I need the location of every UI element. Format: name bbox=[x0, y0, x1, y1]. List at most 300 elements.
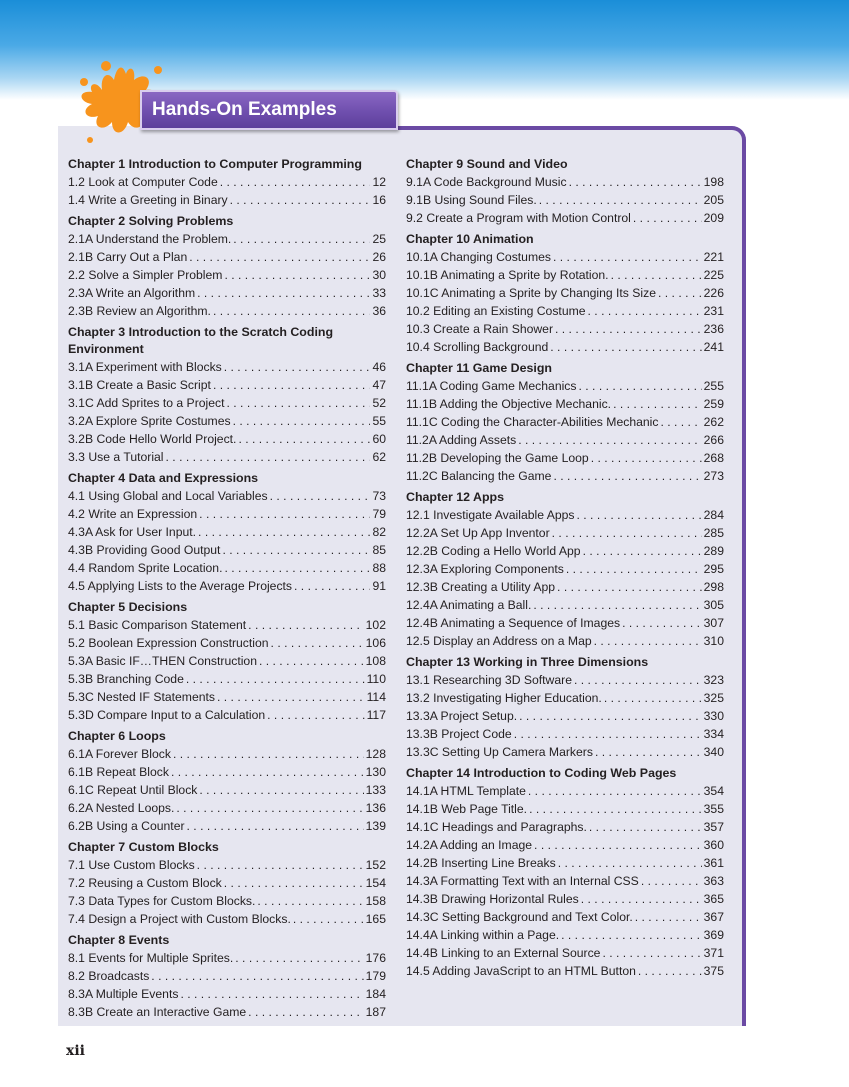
toc-entry-page: 198 bbox=[703, 175, 724, 189]
toc-entry-label: 12.2B Coding a Hello World App bbox=[406, 544, 581, 558]
toc-entry[interactable] bbox=[68, 949, 386, 967]
toc-entry[interactable] bbox=[68, 799, 386, 817]
toc-entry-label: 2.1B Carry Out a Plan bbox=[68, 250, 188, 264]
toc-entry-page: 60 bbox=[372, 432, 386, 446]
toc-entry-page: 310 bbox=[703, 634, 724, 648]
toc-entry-page: 298 bbox=[703, 580, 724, 594]
toc-entry[interactable] bbox=[68, 191, 386, 209]
toc-entry-page: 158 bbox=[365, 894, 386, 908]
toc-entry[interactable] bbox=[68, 910, 386, 928]
toc-entry[interactable] bbox=[68, 1003, 386, 1021]
toc-entry[interactable] bbox=[68, 541, 386, 559]
chapter-title: Chapter 11 Game Design bbox=[406, 361, 552, 375]
toc-entry-label: 1.4 Write a Greeting in Binary bbox=[68, 193, 228, 207]
dot-leader bbox=[213, 302, 371, 320]
toc-entry-page: 187 bbox=[365, 1005, 386, 1019]
toc-entry-label: 7.4 Design a Project with Custom Blocks. bbox=[68, 912, 291, 926]
toc-entry-page: 79 bbox=[372, 507, 386, 521]
dot-leader bbox=[594, 632, 702, 650]
toc-entry-label: 3.1B Create a Basic Script bbox=[68, 378, 211, 392]
dot-leader bbox=[534, 836, 702, 854]
toc-entry-label: 11.2A Adding Assets bbox=[406, 433, 517, 447]
toc-entry[interactable] bbox=[406, 800, 724, 818]
dot-leader bbox=[553, 467, 701, 485]
toc-entry-label: 2.3B Review an Algorithm. bbox=[68, 304, 211, 318]
toc-entry-page: 139 bbox=[365, 819, 386, 833]
toc-entry-label: 14.2A Adding an Image bbox=[406, 838, 533, 852]
dot-leader bbox=[227, 394, 371, 412]
toc-entry[interactable] bbox=[406, 782, 724, 800]
dot-leader bbox=[270, 487, 371, 505]
toc-entry-page: 289 bbox=[703, 544, 724, 558]
toc-entry-page: 184 bbox=[365, 987, 386, 1001]
dot-leader bbox=[230, 191, 371, 209]
toc-entry[interactable] bbox=[68, 230, 386, 248]
toc-entry-page: 91 bbox=[372, 579, 386, 593]
dot-leader bbox=[224, 358, 371, 376]
dot-leader bbox=[577, 506, 702, 524]
toc-entry[interactable] bbox=[68, 284, 386, 302]
toc-entry[interactable] bbox=[406, 338, 724, 356]
toc-entry-page: 371 bbox=[703, 946, 724, 960]
dot-leader bbox=[557, 578, 702, 596]
toc-entry-label: 14.3A Formatting Text with an Internal CSS bbox=[406, 874, 639, 888]
toc-entry-label: 4.2 Write an Expression bbox=[68, 507, 198, 521]
toc-entry-page: 221 bbox=[703, 250, 724, 264]
toc-entry[interactable] bbox=[68, 394, 386, 412]
toc-entry-label: 10.3 Create a Rain Shower bbox=[406, 322, 554, 336]
toc-entry[interactable] bbox=[406, 944, 724, 962]
toc-entry[interactable] bbox=[68, 856, 386, 874]
toc-entry[interactable] bbox=[68, 706, 386, 724]
toc-entry-label: 13.3C Setting Up Camera Markers bbox=[406, 745, 593, 759]
dot-leader bbox=[660, 413, 701, 431]
toc-entry[interactable] bbox=[406, 671, 724, 689]
dot-leader bbox=[588, 302, 702, 320]
toc-entry-label: 4.3A Ask for User Input. bbox=[68, 525, 197, 539]
toc-entry[interactable] bbox=[406, 320, 724, 338]
chapter-title: Chapter 9 Sound and Video bbox=[406, 157, 568, 171]
toc-entry[interactable] bbox=[406, 596, 724, 614]
toc-entry[interactable] bbox=[68, 173, 386, 191]
toc-entry-label: 13.1 Researching 3D Software bbox=[406, 673, 572, 687]
toc-entry-page: 367 bbox=[703, 910, 724, 924]
dot-leader bbox=[658, 284, 702, 302]
toc-entry-page: 262 bbox=[703, 415, 724, 429]
toc-entry-label: 10.1C Animating a Sprite by Changing Its Size bbox=[406, 286, 656, 300]
dot-leader bbox=[574, 671, 702, 689]
toc-entry-page: 46 bbox=[372, 360, 386, 374]
toc-entry-label: 11.2C Balancing the Game bbox=[406, 469, 552, 483]
toc-entry-label: 8.3A Multiple Events bbox=[68, 987, 179, 1001]
toc-entry-page: 108 bbox=[365, 654, 386, 668]
toc-entry-label: 10.4 Scrolling Background bbox=[406, 340, 549, 354]
dot-leader bbox=[638, 962, 702, 980]
dot-leader bbox=[591, 449, 702, 467]
dot-leader bbox=[233, 412, 371, 430]
dot-leader bbox=[220, 173, 371, 191]
toc-entry-page: 36 bbox=[372, 304, 386, 318]
right-toc-column bbox=[406, 156, 724, 980]
toc-entry-label: 6.2B Using a Counter bbox=[68, 819, 185, 833]
toc-entry-page: 12 bbox=[372, 175, 386, 189]
dot-leader bbox=[176, 799, 363, 817]
toc-entry[interactable] bbox=[68, 505, 386, 523]
toc-entry[interactable] bbox=[68, 559, 386, 577]
toc-entry[interactable] bbox=[406, 689, 724, 707]
toc-entry-label: 3.3 Use a Tutorial bbox=[68, 450, 164, 464]
toc-entry-label: 11.1B Adding the Objective Mechanic. bbox=[406, 397, 612, 411]
toc-entry-page: 26 bbox=[372, 250, 386, 264]
dot-leader bbox=[553, 248, 702, 266]
toc-entry-label: 12.3B Creating a Utility App bbox=[406, 580, 556, 594]
toc-entry-page: 330 bbox=[703, 709, 724, 723]
panel-top-border bbox=[390, 126, 732, 130]
toc-entry-label: 10.1B Animating a Sprite by Rotation. bbox=[406, 268, 609, 282]
dot-leader bbox=[197, 284, 370, 302]
chapter-title: Chapter 5 Decisions bbox=[68, 600, 188, 614]
toc-entry-page: 106 bbox=[365, 636, 386, 650]
toc-entry-page: 179 bbox=[365, 969, 386, 983]
toc-entry[interactable] bbox=[406, 872, 724, 890]
dot-leader bbox=[519, 707, 702, 725]
toc-entry[interactable] bbox=[68, 523, 386, 541]
toc-entry-page: 25 bbox=[372, 232, 386, 246]
toc-entry-page: 55 bbox=[372, 414, 386, 428]
dot-leader bbox=[171, 763, 364, 781]
toc-entry[interactable] bbox=[68, 745, 386, 763]
toc-entry-label: 14.3B Drawing Horizontal Rules bbox=[406, 892, 579, 906]
dot-leader bbox=[166, 448, 371, 466]
toc-entry-page: 363 bbox=[703, 874, 724, 888]
toc-entry[interactable] bbox=[406, 524, 724, 542]
toc-entry[interactable] bbox=[68, 967, 386, 985]
dot-leader bbox=[257, 892, 363, 910]
chapter-title: Chapter 14 Introduction to Coding Web Pages bbox=[406, 766, 677, 780]
toc-entry[interactable] bbox=[68, 487, 386, 505]
toc-entry[interactable] bbox=[68, 817, 386, 835]
toc-entry-page: 375 bbox=[703, 964, 724, 978]
toc-entry-page: 205 bbox=[703, 193, 724, 207]
toc-entry-label: 6.1B Repeat Block bbox=[68, 765, 169, 779]
toc-entry[interactable] bbox=[68, 892, 386, 910]
toc-entry-page: 82 bbox=[372, 525, 386, 539]
toc-entry-page: 52 bbox=[372, 396, 386, 410]
toc-entry-page: 334 bbox=[703, 727, 724, 741]
toc-entry[interactable] bbox=[406, 395, 724, 413]
toc-entry[interactable] bbox=[68, 763, 386, 781]
toc-entry[interactable] bbox=[406, 854, 724, 872]
toc-entry-label: 5.2 Boolean Expression Construction bbox=[68, 636, 269, 650]
toc-entry-page: 231 bbox=[703, 304, 724, 318]
chapter-title: Chapter 6 Loops bbox=[68, 729, 166, 743]
toc-entry[interactable] bbox=[406, 926, 724, 944]
dot-leader bbox=[233, 230, 370, 248]
toc-entry-page: 307 bbox=[703, 616, 724, 630]
toc-entry-page: 325 bbox=[703, 691, 724, 705]
toc-entry-page: 30 bbox=[372, 268, 386, 282]
chapter-title: Chapter 1 Introduction to Computer Programming bbox=[68, 157, 362, 171]
toc-entry-label: 14.5 Adding JavaScript to an HTML Button bbox=[406, 964, 636, 978]
banner-title: Hands-On Examples bbox=[152, 99, 337, 120]
toc-entry-label: 8.2 Broadcasts bbox=[68, 969, 150, 983]
toc-entry-label: 9.1A Code Background Music bbox=[406, 175, 567, 189]
toc-entry-page: 226 bbox=[703, 286, 724, 300]
toc-entry[interactable] bbox=[406, 725, 724, 743]
dot-leader bbox=[187, 817, 364, 835]
toc-entry-page: 117 bbox=[366, 708, 386, 722]
dot-leader bbox=[552, 524, 702, 542]
toc-entry-page: 102 bbox=[365, 618, 386, 632]
toc-entry-label: 14.1A HTML Template bbox=[406, 784, 526, 798]
dot-leader bbox=[248, 1003, 363, 1021]
toc-entry-label: 11.1C Coding the Character-Abilities Mechanic bbox=[406, 415, 659, 429]
toc-entry-page: 176 bbox=[365, 951, 386, 965]
toc-entry-page: 152 bbox=[365, 858, 386, 872]
toc-entry[interactable] bbox=[406, 908, 724, 926]
dot-leader bbox=[198, 523, 370, 541]
toc-entry-page: 165 bbox=[365, 912, 386, 926]
toc-entry-page: 62 bbox=[372, 450, 386, 464]
dot-leader bbox=[199, 505, 370, 523]
toc-entry[interactable] bbox=[68, 358, 386, 376]
toc-entry-page: 225 bbox=[703, 268, 724, 282]
dot-leader bbox=[259, 652, 364, 670]
dot-leader bbox=[583, 542, 702, 560]
toc-entry[interactable] bbox=[68, 376, 386, 394]
toc-entry[interactable] bbox=[68, 616, 386, 634]
dot-leader bbox=[293, 910, 364, 928]
toc-entry[interactable] bbox=[406, 191, 724, 209]
dot-leader bbox=[199, 781, 363, 799]
toc-entry-label: 3.2B Code Hello World Project. bbox=[68, 432, 237, 446]
toc-entry[interactable] bbox=[68, 577, 386, 595]
dot-leader bbox=[604, 689, 702, 707]
toc-entry-page: 88 bbox=[372, 561, 386, 575]
dot-leader bbox=[558, 854, 702, 872]
dot-leader bbox=[224, 559, 370, 577]
toc-entry-page: 209 bbox=[703, 211, 724, 225]
dot-leader bbox=[217, 688, 365, 706]
toc-entry[interactable] bbox=[406, 248, 724, 266]
toc-entry-label: 8.1 Events for Multiple Sprites. bbox=[68, 951, 234, 965]
toc-entry-label: 12.4A Animating a Ball. bbox=[406, 598, 532, 612]
toc-entry-label: 5.1 Basic Comparison Statement bbox=[68, 618, 247, 632]
toc-entry[interactable] bbox=[68, 266, 386, 284]
toc-entry-label: 12.4B Animating a Sequence of Images bbox=[406, 616, 621, 630]
dot-leader bbox=[294, 577, 370, 595]
toc-entry-label: 2.1A Understand the Problem. bbox=[68, 232, 232, 246]
dot-leader bbox=[213, 376, 371, 394]
toc-entry-page: 355 bbox=[703, 802, 724, 816]
toc-entry-label: 6.2A Nested Loops. bbox=[68, 801, 175, 815]
dot-leader bbox=[514, 725, 702, 743]
dot-leader bbox=[267, 706, 364, 724]
toc-entry-label: 2.3A Write an Algorithm bbox=[68, 286, 196, 300]
toc-entry-label: 6.1A Forever Block bbox=[68, 747, 171, 761]
toc-entry-page: 305 bbox=[703, 598, 724, 612]
dot-leader bbox=[581, 890, 702, 908]
toc-entry[interactable] bbox=[68, 302, 386, 320]
toc-entry[interactable] bbox=[406, 560, 724, 578]
dot-leader bbox=[579, 377, 702, 395]
dot-leader bbox=[641, 872, 702, 890]
toc-entry-label: 4.4 Random Sprite Location. bbox=[68, 561, 223, 575]
toc-entry[interactable] bbox=[406, 743, 724, 761]
toc-entry-label: 3.1C Add Sprites to a Project bbox=[68, 396, 225, 410]
toc-entry[interactable] bbox=[406, 890, 724, 908]
toc-entry-label: 12.2A Set Up App Inventor bbox=[406, 526, 550, 540]
dot-leader bbox=[589, 818, 702, 836]
toc-entry-page: 357 bbox=[703, 820, 724, 834]
toc-entry-label: 11.1A Coding Game Mechanics bbox=[406, 379, 577, 393]
toc-entry-label: 1.2 Look at Computer Code bbox=[68, 175, 218, 189]
toc-entry[interactable] bbox=[406, 506, 724, 524]
toc-entry-page: 110 bbox=[366, 672, 386, 686]
dot-leader bbox=[635, 908, 702, 926]
dot-leader bbox=[248, 616, 363, 634]
toc-entry-page: 273 bbox=[703, 469, 724, 483]
chapter-title: Chapter 13 Working in Three Dimensions bbox=[406, 655, 649, 669]
chapter-title: Chapter 3 Introduction to the Scratch Coding Environment bbox=[68, 325, 334, 356]
toc-entry-page: 241 bbox=[703, 340, 724, 354]
toc-entry[interactable] bbox=[406, 413, 724, 431]
toc-entry[interactable] bbox=[406, 302, 724, 320]
dot-leader bbox=[595, 743, 702, 761]
toc-entry-label: 5.3B Branching Code bbox=[68, 672, 184, 686]
toc-entry[interactable] bbox=[68, 248, 386, 266]
dot-leader bbox=[561, 926, 702, 944]
toc-entry[interactable] bbox=[406, 209, 724, 227]
dot-leader bbox=[622, 614, 702, 632]
toc-entry[interactable] bbox=[406, 467, 724, 485]
toc-entry[interactable] bbox=[68, 670, 386, 688]
section-banner bbox=[140, 90, 398, 130]
chapter-title: Chapter 12 Apps bbox=[406, 490, 504, 504]
dot-leader bbox=[238, 430, 370, 448]
toc-entry[interactable] bbox=[68, 688, 386, 706]
toc-entry-page: 47 bbox=[372, 378, 386, 392]
dot-leader bbox=[533, 596, 701, 614]
chapter-title: Chapter 2 Solving Problems bbox=[68, 214, 234, 228]
toc-entry-page: 154 bbox=[365, 876, 386, 890]
toc-entry[interactable] bbox=[406, 542, 724, 560]
dot-leader bbox=[569, 173, 702, 191]
toc-entry-page: 16 bbox=[372, 193, 386, 207]
dot-leader bbox=[180, 985, 363, 1003]
toc-entry-label: 13.3B Project Code bbox=[406, 727, 512, 741]
chapter-title: Chapter 8 Events bbox=[68, 933, 170, 947]
dot-leader bbox=[189, 248, 370, 266]
toc-entry[interactable] bbox=[68, 634, 386, 652]
toc-entry-page: 136 bbox=[365, 801, 386, 815]
toc-entry[interactable] bbox=[406, 284, 724, 302]
toc-entry[interactable] bbox=[68, 430, 386, 448]
toc-entry[interactable] bbox=[406, 173, 724, 191]
toc-entry[interactable] bbox=[406, 818, 724, 836]
dot-leader bbox=[611, 266, 702, 284]
toc-entry-page: 284 bbox=[703, 508, 724, 522]
chapter-title: Chapter 4 Data and Expressions bbox=[68, 471, 259, 485]
toc-entry-page: 255 bbox=[703, 379, 724, 393]
dot-leader bbox=[539, 191, 702, 209]
toc-entry[interactable] bbox=[68, 652, 386, 670]
toc-entry-page: 340 bbox=[703, 745, 724, 759]
toc-entry-label: 4.5 Applying Lists to the Average Projects bbox=[68, 579, 293, 593]
toc-entry-label: 3.2A Explore Sprite Costumes bbox=[68, 414, 231, 428]
toc-entry-label: 9.2 Create a Program with Motion Control bbox=[406, 211, 631, 225]
toc-entry[interactable] bbox=[406, 578, 724, 596]
toc-entry[interactable] bbox=[406, 449, 724, 467]
dot-leader bbox=[173, 745, 364, 763]
toc-entry-label: 14.4B Linking to an External Source bbox=[406, 946, 601, 960]
toc-entry-page: 33 bbox=[372, 286, 386, 300]
toc-entry-page: 85 bbox=[372, 543, 386, 557]
toc-entry-label: 14.4A Linking within a Page. bbox=[406, 928, 560, 942]
dot-leader bbox=[528, 782, 702, 800]
dot-leader bbox=[529, 800, 702, 818]
toc-entry[interactable] bbox=[406, 266, 724, 284]
toc-entry[interactable] bbox=[68, 448, 386, 466]
toc-entry-page: 133 bbox=[365, 783, 386, 797]
toc-entry[interactable] bbox=[68, 412, 386, 430]
toc-entry[interactable] bbox=[406, 707, 724, 725]
dot-leader bbox=[602, 944, 701, 962]
toc-entry-page: 236 bbox=[703, 322, 724, 336]
toc-entry[interactable] bbox=[68, 985, 386, 1003]
toc-entry-page: 259 bbox=[703, 397, 724, 411]
toc-entry-label: 12.3A Exploring Components bbox=[406, 562, 564, 576]
dot-leader bbox=[555, 320, 702, 338]
toc-entry-label: 10.2 Editing an Existing Costume bbox=[406, 304, 586, 318]
toc-entry-label: 13.3A Project Setup. bbox=[406, 709, 518, 723]
toc-entry-label: 4.3B Providing Good Output bbox=[68, 543, 221, 557]
toc-entry-label: 14.2B Inserting Line Breaks bbox=[406, 856, 556, 870]
toc-entry-page: 285 bbox=[703, 526, 724, 540]
dot-leader bbox=[633, 209, 702, 227]
toc-entry-label: 12.1 Investigate Available Apps bbox=[406, 508, 575, 522]
dot-leader bbox=[151, 967, 363, 985]
toc-entry[interactable] bbox=[68, 874, 386, 892]
page-number: xii bbox=[66, 1043, 85, 1059]
toc-entry-label: 4.1 Using Global and Local Variables bbox=[68, 489, 268, 503]
toc-entry[interactable] bbox=[68, 781, 386, 799]
toc-entry-label: 10.1A Changing Costumes bbox=[406, 250, 551, 264]
dot-leader bbox=[224, 266, 370, 284]
toc-entry-label: 2.2 Solve a Simpler Problem bbox=[68, 268, 223, 282]
chapter-title: Chapter 10 Animation bbox=[406, 232, 534, 246]
dot-leader bbox=[235, 949, 363, 967]
toc-entry-page: 268 bbox=[703, 451, 724, 465]
toc-entry-label: 8.3B Create an Interactive Game bbox=[68, 1005, 247, 1019]
toc-entry[interactable] bbox=[406, 614, 724, 632]
toc-entry-label: 14.1C Headings and Paragraphs. bbox=[406, 820, 587, 834]
toc-entry-page: 128 bbox=[365, 747, 386, 761]
toc-entry[interactable] bbox=[406, 377, 724, 395]
toc-entry-label: 7.3 Data Types for Custom Blocks. bbox=[68, 894, 256, 908]
toc-entry[interactable] bbox=[406, 632, 724, 650]
chapter-title: Chapter 7 Custom Blocks bbox=[68, 840, 219, 854]
toc-entry-page: 354 bbox=[703, 784, 724, 798]
toc-entry[interactable] bbox=[406, 836, 724, 854]
toc-entry[interactable] bbox=[406, 431, 724, 449]
toc-entry[interactable] bbox=[406, 962, 724, 980]
dot-leader bbox=[271, 634, 364, 652]
toc-entry-label: 3.1A Experiment with Blocks bbox=[68, 360, 222, 374]
dot-leader bbox=[197, 856, 364, 874]
toc-entry-label: 9.1B Using Sound Files. bbox=[406, 193, 537, 207]
dot-leader bbox=[222, 541, 370, 559]
